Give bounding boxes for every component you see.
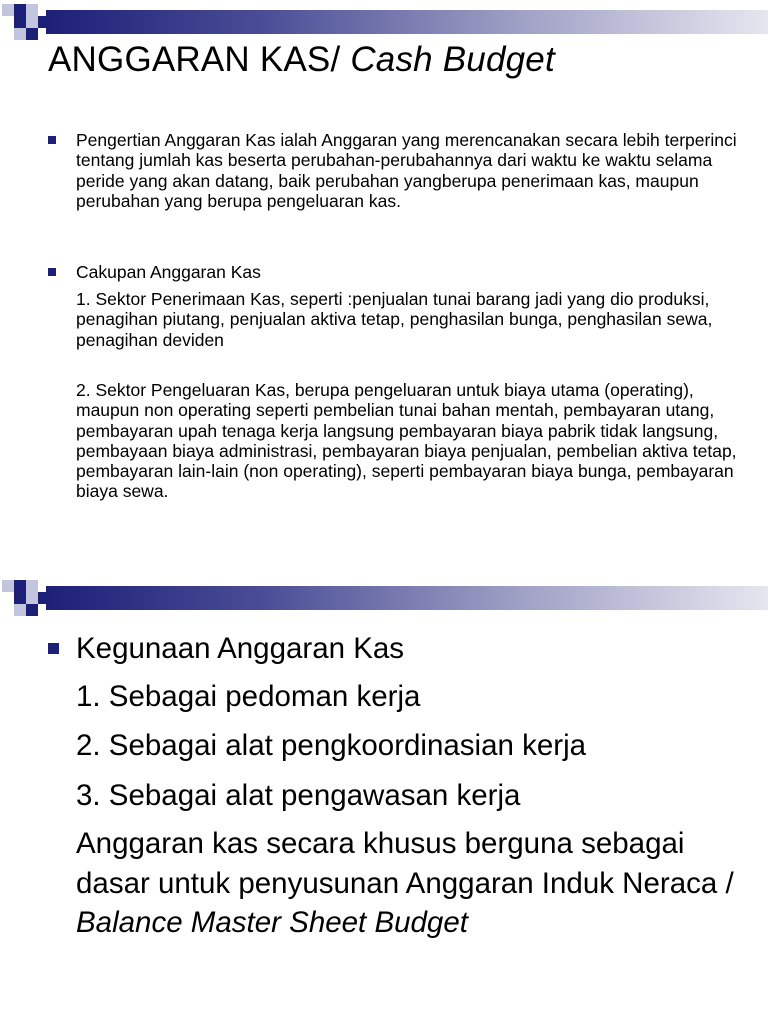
usage-item-1: 1. Sebagai pedoman kerja (76, 680, 421, 713)
deco-square (26, 4, 38, 16)
paragraph-italic: Balance Master Sheet Budget (76, 906, 468, 939)
deco-square (2, 580, 14, 592)
usage-item-2: 2. Sebagai alat pengkoordinasian kerja (76, 729, 587, 762)
gradient-bar (46, 586, 768, 610)
bullet-square-icon (48, 136, 56, 144)
deco-square (14, 16, 26, 28)
deco-square (26, 604, 38, 616)
gradient-bar (46, 10, 768, 34)
usage-paragraph (76, 824, 756, 943)
deco-square (14, 4, 26, 16)
slide-2 (0, 576, 768, 1024)
sector-1-text: 1. Sektor Penerimaan Kas, seperti :penjualan tunai barang jadi yang dio produksi, penagihan piutang, penjualan aktiva tetap, penghasilan bunga, penghasilan sewa, penagihan deviden (76, 289, 713, 350)
definition-text: Pengertian Anggaran Kas ialah Anggaran yang merencanakan secara lebih terperinci tentang jumlah kas beserta perubahan-perubahannya dari waktu ke waktu selama peride yang akan datang, baik perubahan yangberupa penerimaan kas, maupun perubahan yang berupa pengeluaran kas. (76, 130, 737, 211)
deco-square (14, 592, 26, 604)
deco-square (14, 28, 26, 40)
deco-square (14, 580, 26, 592)
title-italic: Cash Budget (350, 40, 555, 79)
bullet-square-icon (48, 268, 56, 276)
scope-heading: Cakupan Anggaran Kas (76, 262, 261, 282)
header-decoration (0, 576, 768, 626)
bullet-square-icon (48, 643, 59, 654)
deco-square (26, 16, 38, 28)
sector-2-text: 2. Sektor Pengeluaran Kas, berupa pengeluaran untuk biaya utama (operating), maupun non operating seperti pembelian tunai bahan mentah, pembayaran utang, pembayaran upah tenaga kerja langsung pembayaran biaya pabrik tidak langsung, pembayaan biaya administrasi, pembayaran biaya penjualan, pembelian aktiva tetap, pembayaran lain-lain (non operating), seperti pembayaran biaya bunga, pembayaran biaya sewa. (76, 380, 737, 502)
deco-square (38, 592, 50, 604)
title-main: ANGGARAN KAS/ (48, 40, 351, 79)
deco-square (14, 604, 26, 616)
deco-square (2, 4, 14, 16)
deco-square (26, 580, 38, 592)
usage-item-3: 3. Sebagai alat pengawasan kerja (76, 779, 521, 812)
deco-square (38, 16, 50, 28)
slide-title (48, 40, 555, 80)
usage-heading: Kegunaan Anggaran Kas (76, 632, 405, 665)
paragraph-main: Anggaran kas secara khusus berguna sebagai dasar untuk penyusunan Anggaran Induk Neraca / (76, 827, 734, 900)
deco-square (26, 28, 38, 40)
deco-square (26, 592, 38, 604)
